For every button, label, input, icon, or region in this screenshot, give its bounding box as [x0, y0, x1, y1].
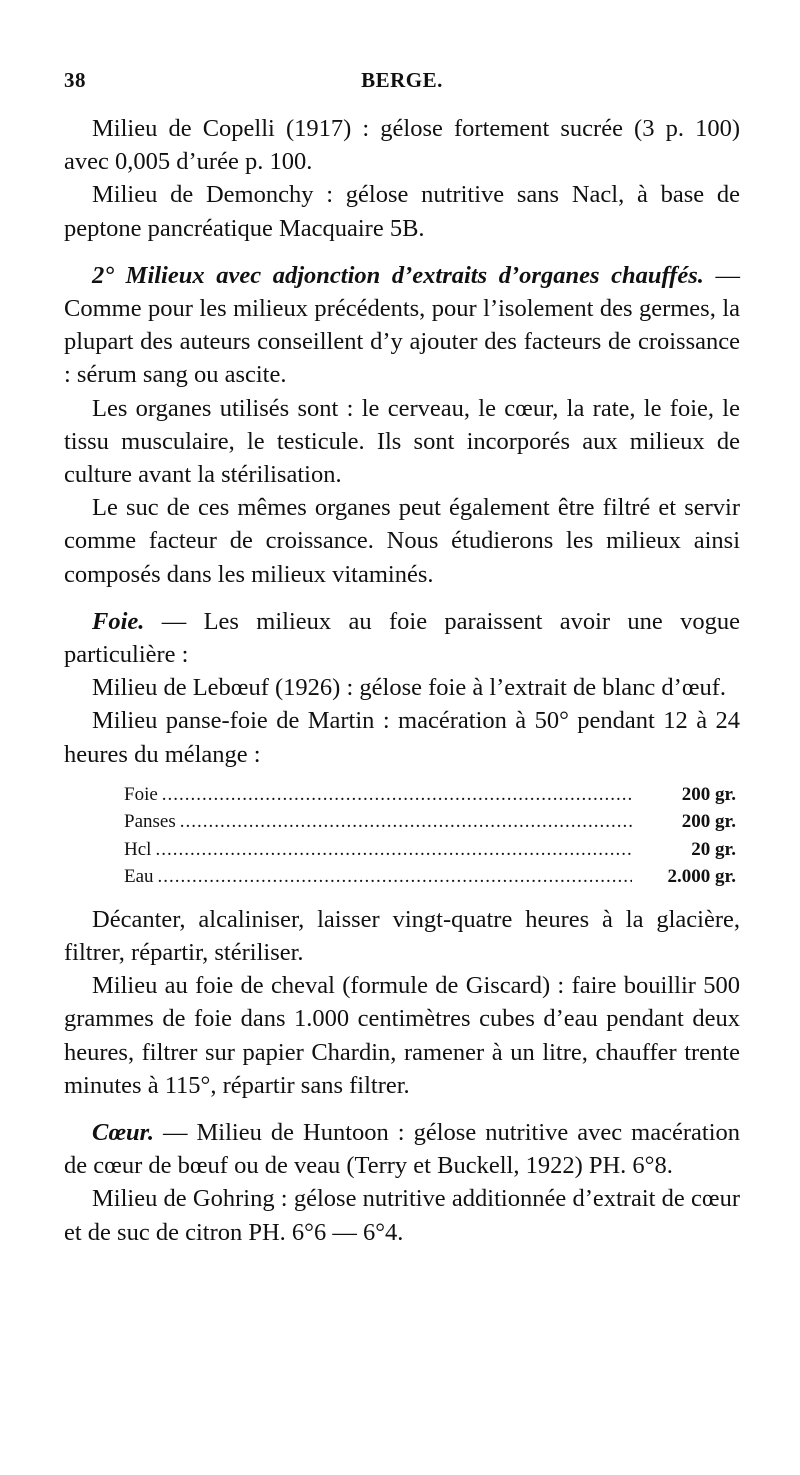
paragraph-demonchy: Milieu de Demonchy : gélose nutritive sans Nacl, à base de peptone pancréatique Macquaire 5B.	[64, 181, 740, 242]
page-body	[64, 112, 740, 1249]
paragraph-organ-extracts	[64, 259, 740, 392]
paragraph-copelli: Milieu de Copelli (1917) : gélose fortement sucrée (3 p. 100) avec 0,005 d’urée p. 100.	[64, 115, 740, 176]
paragraph-coeur	[64, 1116, 740, 1182]
paragraph-decanter: Décanter, alcaliniser, laisser vingt-quatre heures à la glacière, filtrer, répartir, stériliser.	[64, 905, 740, 967]
paragraph-text: — Les milieux au foie paraissent avoir une vogue particulière :	[64, 607, 740, 669]
ingredient-quantity: 2.000 gr.	[667, 866, 736, 888]
dot-leader	[155, 836, 632, 864]
recipe-row	[124, 808, 736, 836]
ingredient-quantity: 20 gr.	[691, 838, 736, 860]
running-title: BERGE.	[361, 68, 443, 92]
ingredient-quantity: 200 gr.	[681, 783, 736, 805]
ingredient-name: Eau	[124, 866, 154, 888]
subsection-heading-coeur: Cœur.	[92, 1119, 154, 1147]
recipe-row	[124, 863, 736, 891]
paragraph-gohring: Milieu de Gohring : gélose nutritive additionnée d’extrait de cœur et de suc de citron PH. 6°6 — 6°4.	[64, 1185, 740, 1246]
recipe-table	[124, 781, 736, 891]
ingredient-quantity: 200 gr.	[681, 811, 736, 833]
dot-leader	[162, 781, 632, 809]
paragraph-text: — Comme pour les milieux précédents, pour l’isolement des germes, la plupart des auteurs conseillent d’y ajouter des facteurs de croissance : sérum sang ou ascite.	[64, 261, 741, 389]
paragraph-foie	[64, 605, 740, 671]
dot-leader	[158, 863, 632, 891]
paragraph-giscard: Milieu au foie de cheval (formule de Giscard) : faire bouillir 500 grammes de foie dans 1.000 centimètres cubes d’eau pendant deux heures, filtrer sur papier Chardin, ramener à un litre, chauffer trente minutes à 115°, répartir sans filtrer.	[64, 972, 740, 1099]
paragraph-organ-juice: Le suc de ces mêmes organes peut également être filtré et servir comme facteur de croissance. Nous étudierons les milieux ainsi composés dans les milieux vitaminés.	[64, 494, 740, 588]
paragraph-martin: Milieu panse-foie de Martin : macération à 50° pendant 12 à 24 heures du mélange :	[64, 707, 740, 768]
recipe-row	[124, 781, 736, 809]
subsection-heading-foie: Foie.	[92, 607, 145, 635]
dot-leader	[180, 808, 632, 836]
paragraph-organs-used: Les organes utilisés sont : le cerveau, le cœur, la rate, le foie, le tissu musculaire, le testicule. Ils sont incorporés aux milieux de culture avant la stérilisation.	[64, 394, 740, 489]
paragraph-leboeuf: Milieu de Lebœuf (1926) : gélose foie à l’extrait de blanc d’œuf.	[92, 674, 727, 702]
page-number: 38	[64, 68, 86, 92]
ingredient-name: Foie	[124, 783, 158, 805]
section-heading: 2° Milieux avec adjonction d’extraits d’organes chauffés.	[92, 261, 704, 289]
ingredient-name: Panses	[124, 811, 176, 833]
page-header	[64, 68, 740, 100]
ingredient-name: Hcl	[124, 838, 152, 860]
recipe-row	[124, 836, 736, 864]
paragraph-text: — Milieu de Huntoon : gélose nutritive avec macération de cœur de bœuf ou de veau (Terry et Buckell, 1922) PH. 6°8.	[64, 1119, 740, 1180]
